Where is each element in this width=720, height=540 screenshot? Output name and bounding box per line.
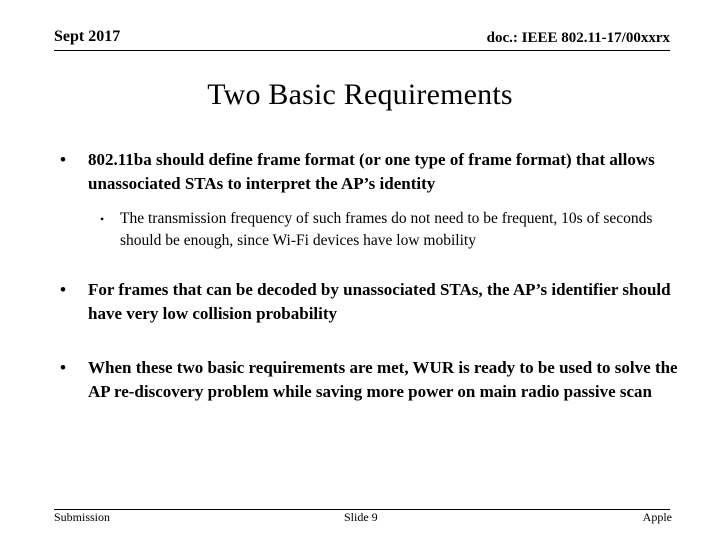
footer-company: Apple <box>642 510 672 524</box>
bullet-text: 802.11ba should define frame format (or one type of frame format) that allows unassociated STAs to interpret the AP’s identity <box>88 150 655 193</box>
bullet-text: For frames that can be decoded by unassociated STAs, the AP’s identifier should have very low collision probability <box>88 280 671 323</box>
sub-bullet-dot-icon: • <box>100 212 105 226</box>
footer-submission: Submission <box>54 510 111 524</box>
bullet-text: When these two basic requirements are met, WUR is ready to be used to solve the AP re-discovery problem while saving more power on main radio passive scan <box>88 358 678 401</box>
sub-bullet-item <box>60 208 680 252</box>
bullet-item <box>60 278 680 326</box>
bullet-item <box>60 356 680 404</box>
bullet-dot-icon: • <box>60 280 66 299</box>
slide-body <box>60 148 680 404</box>
header-doc-id: doc.: IEEE 802.11-17/00xxrx <box>486 30 670 46</box>
footer-slide-number: Slide 9 <box>344 510 378 524</box>
header-divider <box>54 50 670 51</box>
bullet-dot-icon: • <box>60 358 66 377</box>
slide-title: Two Basic Requirements <box>207 78 513 111</box>
bullet-item <box>60 148 680 196</box>
sub-bullet-text: The transmission frequency of such frames do not need to be frequent, 10s of seconds should be enough, since Wi-Fi devices have low mobility <box>120 210 653 249</box>
header-date: Sept 2017 <box>54 28 121 45</box>
bullet-dot-icon: • <box>60 150 66 169</box>
